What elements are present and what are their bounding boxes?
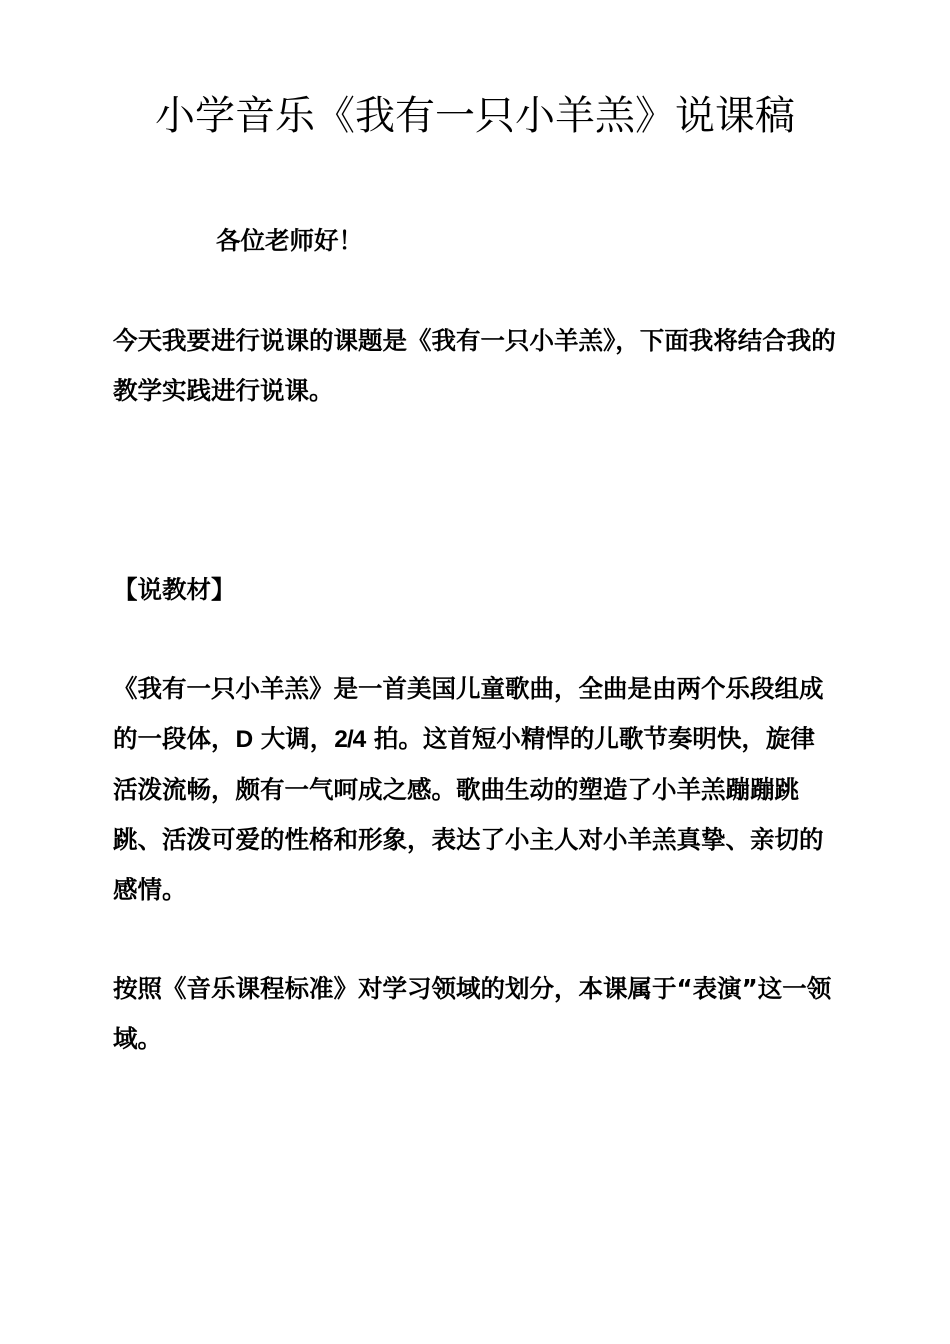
material-text-part-b: 大调， bbox=[252, 724, 335, 753]
material-text-part-a: 《我有一只小羊羔》是一首美国儿童歌曲，全曲是由两个乐段组成的一段体， bbox=[113, 674, 824, 753]
intro-paragraph: 今天我要进行说课的课题是《我有一只小羊羔》，下面我将结合我的教学实践进行说课。 bbox=[113, 326, 836, 405]
key-signature: D bbox=[235, 726, 253, 753]
document-title: 小学音乐《我有一只小羊羔》说课稿 bbox=[155, 93, 795, 139]
time-signature: 2/4 bbox=[334, 726, 366, 753]
material-paragraph bbox=[113, 664, 838, 915]
section-heading-material: 【说教材】 bbox=[113, 575, 236, 604]
material-text-part-c: 拍。这首短小精悍的儿歌节奏明快，旋律活泼流畅，颇有一气呵成之感。歌曲生动的塑造了小羊羔蹦蹦跳跳、活泼可爱的性格和形象，表达了小主人对小羊羔真挚、亲切的感情。 bbox=[113, 724, 824, 904]
greeting-text: 各位老师好！ bbox=[216, 226, 363, 255]
learning-domain-paragraph: 按照《音乐课程标准》对学习领域的划分，本课属于“表演”这一领域。 bbox=[113, 974, 832, 1053]
